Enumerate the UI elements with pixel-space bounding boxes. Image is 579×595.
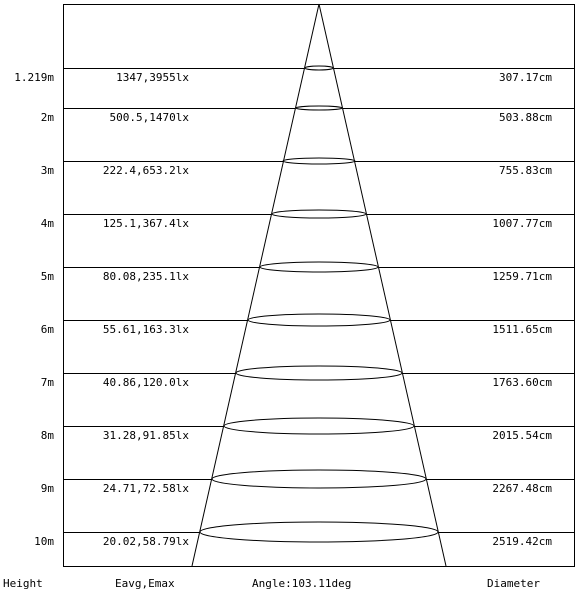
beam-angle-label: Angle:103.11deg: [252, 577, 352, 590]
row-height-label: 7m: [40, 376, 54, 389]
row-illuminance-label: 500.5,1470lx: [109, 111, 189, 124]
row-diameter-label: 2015.54cm: [492, 429, 552, 442]
beam-section-ellipse: [248, 314, 390, 326]
row-illuminance-label: 31.28,91.85lx: [102, 429, 189, 442]
row-diameter-label: 307.17cm: [499, 71, 552, 84]
row-height-label: 9m: [40, 482, 54, 495]
beam-section-ellipse: [260, 262, 378, 272]
rows-layer: [14, 66, 574, 548]
row-height-label: 1.219m: [14, 71, 54, 84]
cone-right-edge: [319, 4, 446, 566]
row-illuminance-label: 55.61,163.3lx: [102, 323, 189, 336]
beam-section-ellipse: [283, 158, 355, 164]
row-diameter-label: 1007.77cm: [492, 217, 552, 230]
row-illuminance-label: 40.86,120.0lx: [102, 376, 189, 389]
row-diameter-label: 1259.71cm: [492, 270, 552, 283]
beam-section-ellipse: [212, 470, 426, 488]
row-diameter-label: 755.83cm: [499, 164, 552, 177]
row-height-label: 5m: [40, 270, 54, 283]
beam-section-ellipse: [296, 106, 342, 110]
beam-section-ellipse: [200, 522, 438, 542]
beam-section-ellipse: [305, 66, 333, 70]
beam-section-ellipse: [272, 210, 366, 218]
row-height-label: 6m: [40, 323, 54, 336]
row-illuminance-label: 1347,3955lx: [116, 71, 189, 84]
row-illuminance-label: 20.02,58.79lx: [102, 535, 189, 548]
row-diameter-label: 2267.48cm: [492, 482, 552, 495]
row-illuminance-label: 80.08,235.1lx: [102, 270, 189, 283]
eavg-emax-column-label: Eavg,Emax: [115, 577, 175, 590]
row-height-label: 4m: [40, 217, 54, 230]
row-height-label: 10m: [34, 535, 54, 548]
row-diameter-label: 1763.60cm: [492, 376, 552, 389]
row-illuminance-label: 125.1,367.4lx: [102, 217, 189, 230]
row-illuminance-label: 222.4,653.2lx: [102, 164, 189, 177]
row-height-label: 2m: [40, 111, 54, 124]
diameter-column-label: Diameter: [487, 577, 540, 590]
cone-left-edge: [192, 4, 319, 566]
row-height-label: 3m: [40, 164, 54, 177]
beam-section-ellipse: [236, 366, 402, 380]
height-column-label: Height: [3, 577, 43, 590]
row-diameter-label: 1511.65cm: [492, 323, 552, 336]
row-height-label: 8m: [40, 429, 54, 442]
row-diameter-label: 2519.42cm: [492, 535, 552, 548]
row-diameter-label: 503.88cm: [499, 111, 552, 124]
beam-section-ellipse: [224, 418, 414, 434]
row-illuminance-label: 24.71,72.58lx: [102, 482, 189, 495]
